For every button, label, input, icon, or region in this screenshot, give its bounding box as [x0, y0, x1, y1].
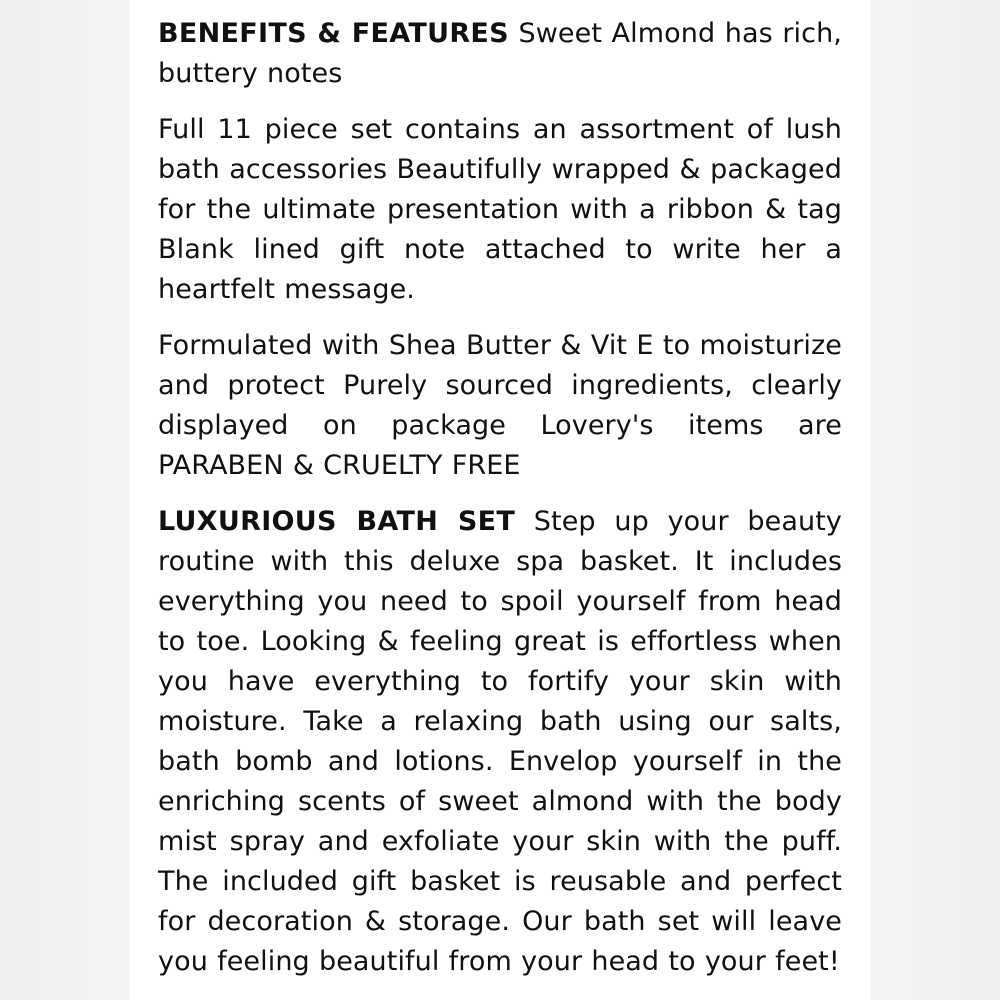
- description-paragraph-luxurious: [158, 502, 842, 982]
- paragraph-text-benefits: Sweet Almond has rich, buttery notes: [158, 18, 842, 89]
- paragraph-text-set-contents: Full 11 piece set contains an assortment of lush bath accessories Beautifully wrapped & packaged for the ultimate presentation with a ribbon & tag Blank lined gift note attached to write her a heartfelt message.: [158, 114, 842, 305]
- paragraph-text-luxurious: Step up your beauty routine with this deluxe spa basket. It includes everything you need to spoil yourself from head to toe. Looking & feeling great is effortless when you have everything to fortify your skin with moisture. Take a relaxing bath using our salts, bath bomb and lotions. Envelop yourself in the enriching scents of sweet almond with the body mist spray and exfoliate your skin with the puff. The included gift basket is reusable and perfect for decoration & storage. Our bath set will leave you feeling beautiful from your head to your feet!: [158, 506, 842, 977]
- section-heading-luxurious: LUXURIOUS BATH SET: [158, 506, 516, 537]
- paragraph-text-ingredients: Formulated with Shea Butter & Vit E to moisturize and protect Purely sourced ingredients, clearly displayed on package Lovery's items are PARABEN & CRUELTY FREE: [158, 330, 842, 481]
- description-paragraph-set-contents: [158, 110, 842, 310]
- description-paragraph-ingredients: [158, 326, 842, 486]
- section-heading-benefits: BENEFITS & FEATURES: [158, 18, 509, 49]
- description-paragraph-benefits: [158, 14, 842, 94]
- product-description-panel: [130, 0, 870, 1000]
